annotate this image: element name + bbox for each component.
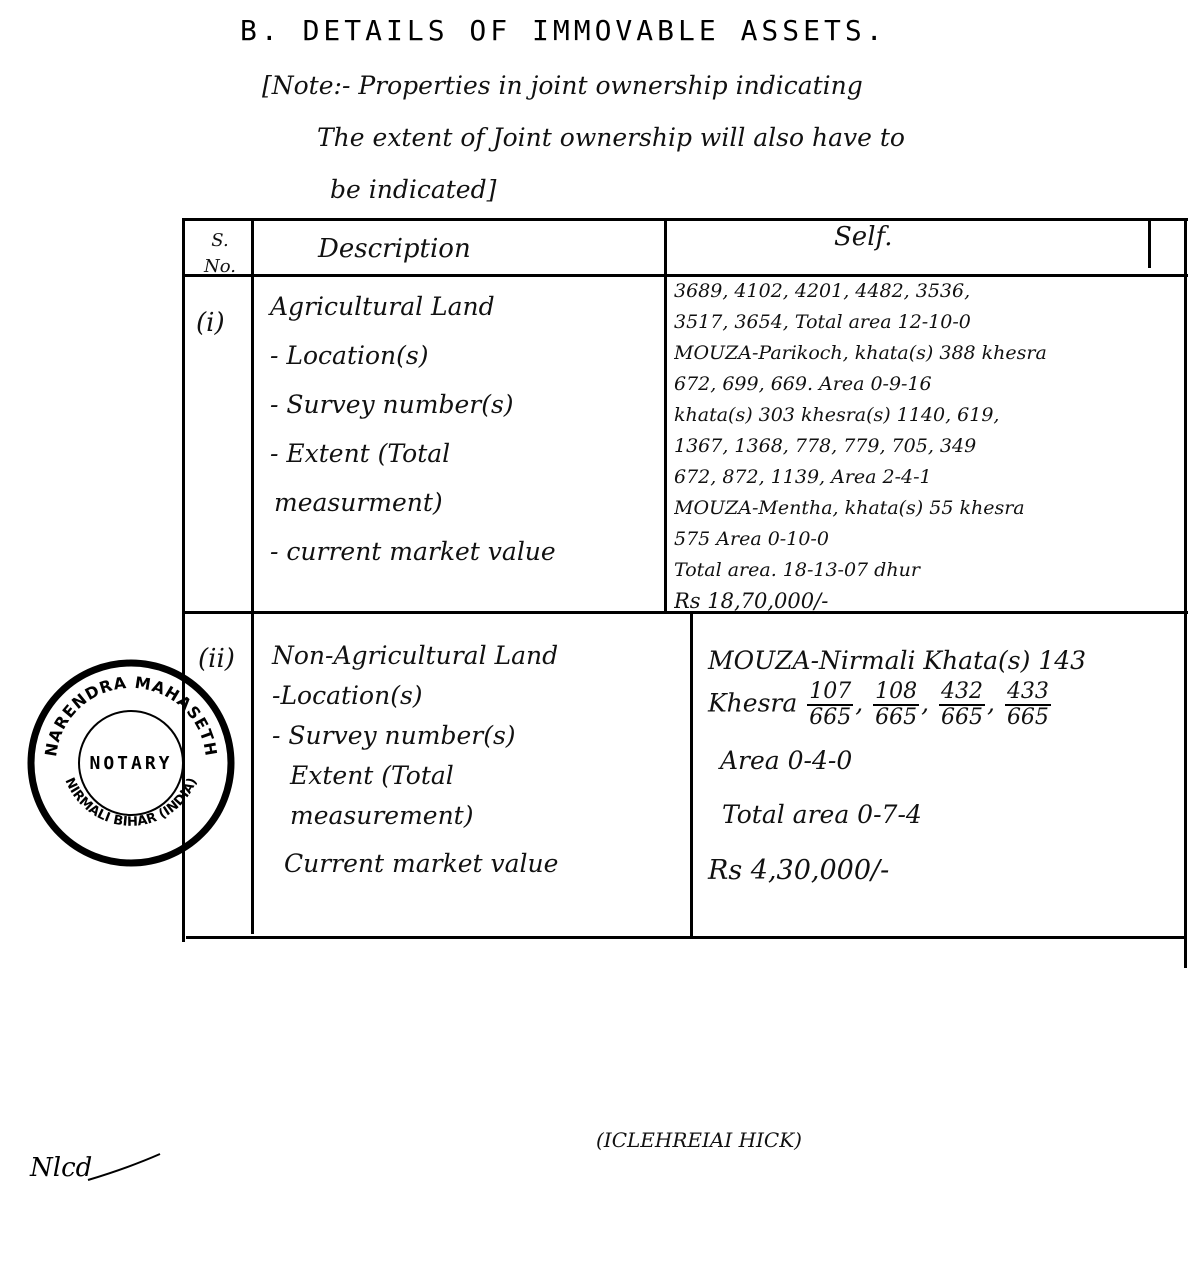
col-divider-2-bottom [690,614,693,938]
khesra-label: Khesra [708,688,798,718]
bottom-mark: (ICLEHREIAI HICK) [596,1128,802,1152]
signature-underline [88,1154,160,1180]
row-1-desc-line: Agricultural Land [270,292,495,321]
fraction-numerator: 433 [1006,679,1049,704]
row-1-self [674,276,1189,617]
row-1-desc-line: - Location(s) [270,341,429,370]
row-2-self-area: Area 0-4-0 [720,746,853,775]
khesra-fraction [873,680,919,730]
row-1-desc-line: measurment) [274,488,443,517]
col-divider-1 [251,218,254,934]
row-2-sno: (ii) [198,644,235,674]
fraction-denominator: 665 [875,705,918,730]
table-bottom-border [186,936,1186,939]
row-2-self-khesra: Khesra $\frac{107}{665}$ , $\frac{108}{665}$ , $\frac{432}{665}$ , $\frac{433}{665}$ [708,679,1049,730]
row-2-desc-line: Current market value [284,849,559,878]
note-line-2: The extent of Joint ownership will also have to [317,123,905,152]
note-line-1: [Note:- Properties in joint ownership indicating [262,71,863,100]
header-sno: S. No. [204,230,236,277]
fraction-denominator: 665 [1006,705,1049,730]
notary-stamp [26,658,236,868]
row-1-desc-line: - Extent (Total [270,439,451,468]
row-2-desc-line: measurement) [290,801,474,830]
row-1-self-line: 672, 699, 669. Area 0-9-16 [674,373,932,395]
row-2-self [708,644,1086,888]
header-description: Description [318,234,471,264]
signature [28,1140,168,1190]
row-1-self-line: 575 Area 0-10-0 [674,528,829,550]
corner-mark [1148,218,1151,268]
row-1-self-value: Rs 18,70,000/- [674,589,829,613]
row-1-self-line: 3689, 4102, 4201, 4482, 3536, [674,280,971,302]
row-2-self-total-area: Total area 0-7-4 [722,800,922,829]
row-1-self-line: 672, 872, 1139, Area 2-4-1 [674,466,932,488]
row-2-desc-line: Non-Agricultural Land [272,641,559,670]
header-self: Self. [834,222,893,252]
stamp-place-path: NIRMALI BIHAR (INDIA) [61,775,201,830]
row-1-self-line: MOUZA-Mentha, khata(s) 55 khesra [674,497,1025,519]
row-2-description [272,636,558,884]
col-divider-2-top [664,218,667,613]
stamp-title: NOTARY [89,753,173,774]
row-2-desc-line: - Survey number(s) [272,721,516,750]
row-1-desc-line: - Survey number(s) [270,390,514,419]
section-heading: B. DETAILS OF IMMOVABLE ASSETS. [240,14,887,47]
row-1-self-line: MOUZA-Parikoch, khata(s) 388 khesra [674,342,1047,364]
row-1-self-line: 1367, 1368, 778, 779, 705, 349 [674,435,977,457]
row-1-desc-line: - current market value [270,537,556,566]
row-2-self-mouza: MOUZA-Nirmali Khata(s) 143 [708,646,1087,675]
khesra-fraction [807,680,853,730]
fraction-numerator: 108 [875,679,918,704]
stamp-name-path: NARENDRA MAHASETH [41,672,221,758]
row-1-description [270,282,556,576]
signature-text: Nlcd [30,1153,93,1183]
row-2-desc-line: Extent (Total [290,761,454,790]
fraction-denominator: 665 [809,705,852,730]
row-2-desc-line: -Location(s) [272,681,423,710]
note-block [262,60,1162,216]
note-line-3: be indicated] [330,175,497,204]
fraction-numerator: 432 [941,679,984,704]
table-top-border [182,218,1188,221]
fraction-denominator: 665 [941,705,984,730]
khesra-fraction [939,680,985,730]
khesra-fraction [1005,680,1051,730]
row-1-sno: (i) [196,308,225,338]
row-1-self-line: Total area. 18-13-07 dhur [674,559,920,581]
row-1-self-line: khata(s) 303 khesra(s) 1140, 619, [674,404,1000,426]
fraction-numerator: 107 [809,679,852,704]
row-2-self-value: Rs 4,30,000/- [708,855,890,886]
row-1-self-line: 3517, 3654, Total area 12-10-0 [674,311,971,333]
